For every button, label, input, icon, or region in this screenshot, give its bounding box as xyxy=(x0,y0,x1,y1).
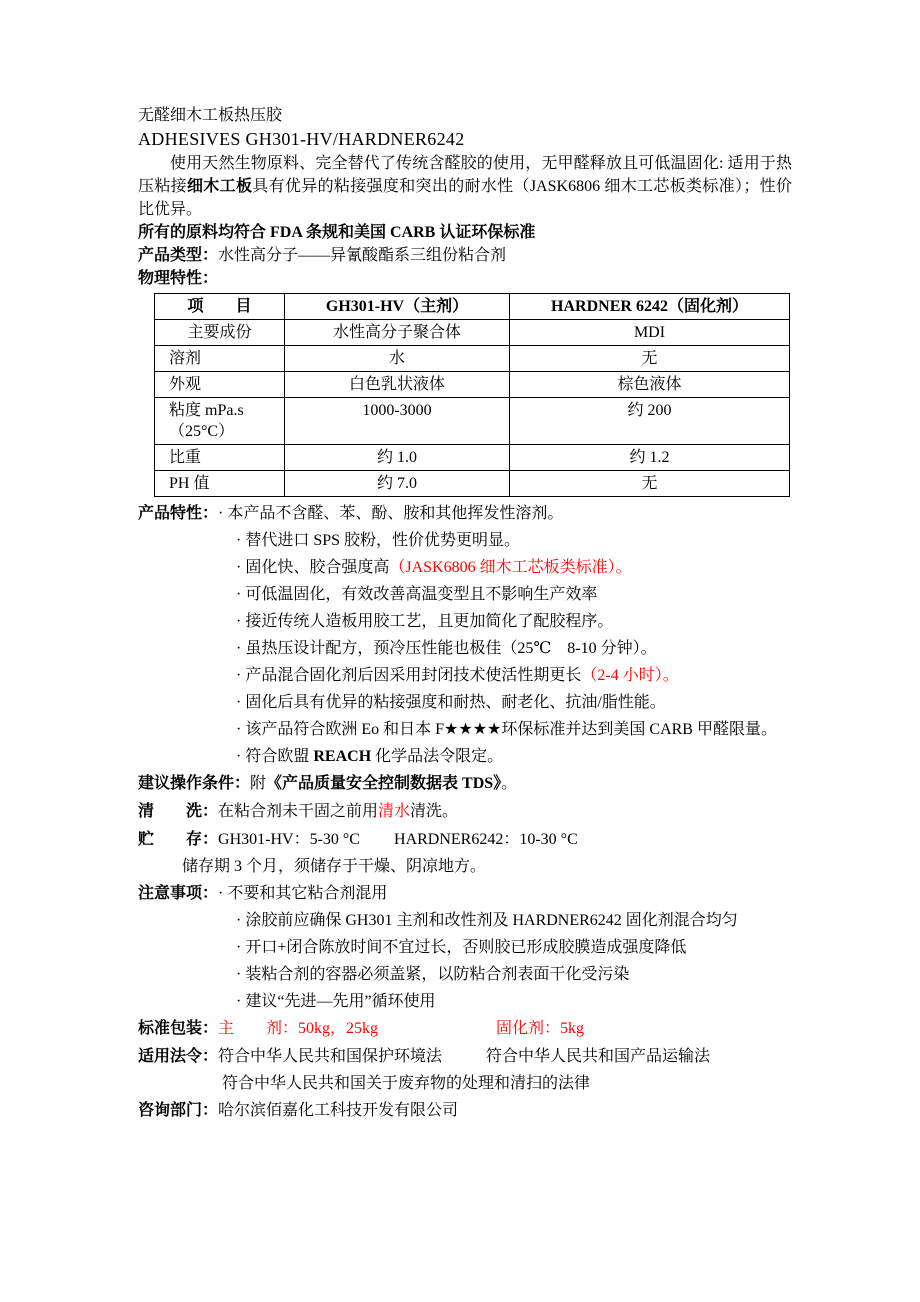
column-header-main-agent: GH301-HV（主剂） xyxy=(285,294,510,320)
feature-text: 该产品符合欧洲 Eo 和日本 F★★★★环保标准并达到美国 CARB 甲醛限量。 xyxy=(245,721,777,738)
features-label: 产品特性： xyxy=(138,505,219,522)
tds-reference-bold: 《产品质量安全控制数据表 TDS》 xyxy=(266,775,502,792)
feature-text: 符合欧盟 xyxy=(245,748,314,765)
law-environment: 符合中华人民共和国保护环境法 xyxy=(218,1048,443,1065)
feature-red-text: （2-4 小时）。 xyxy=(581,667,679,684)
laws-label: 适用法令： xyxy=(138,1048,219,1065)
storage-hardener-temp: HARDNER6242：10-30 °C xyxy=(394,831,578,848)
doc-subtitle: ADHESIVES GH301-HV/HARDNER6242 xyxy=(138,129,465,149)
laws-line-2: 符合中华人民共和国关于废弃物的处理和清扫的法律 xyxy=(222,1075,591,1092)
packaging-hardener: 固化剂：5kg xyxy=(496,1020,585,1037)
table-row xyxy=(155,346,790,372)
cell-value: 约 200 xyxy=(510,398,790,445)
storage-line-2: 储存期 3 个月，须储存于干燥、阴凉地方。 xyxy=(182,858,487,875)
applicable-laws-section xyxy=(138,1043,792,1097)
cell-value: 无 xyxy=(510,471,790,497)
column-header-item: 项 目 xyxy=(155,294,285,320)
feature-text: 可低温固化，有效改善高温变型且不影响生产效率 xyxy=(245,586,598,603)
feature-text: 本产品不含醛、苯、酚、胺和其他挥发性溶剂。 xyxy=(227,505,564,522)
feature-text: 固化后具有优异的粘接强度和耐热、耐老化、抗油/脂性能。 xyxy=(245,694,666,711)
cell-label: 粘度 mPa.s（25°C） xyxy=(155,398,285,445)
cell-label: 溶剂 xyxy=(155,346,285,372)
intro-paragraph xyxy=(138,152,792,221)
cell-value: 水性高分子聚合体 xyxy=(285,320,510,346)
feature-item xyxy=(236,527,792,554)
cleaning-red-text: 清水 xyxy=(378,803,411,820)
laws-line-1 xyxy=(138,1043,792,1071)
feature-text: 固化快、胶合强度高 xyxy=(245,559,390,576)
cleaning-text-1: 在粘合剂未干固之前用 xyxy=(218,803,379,820)
cell-label: 外观 xyxy=(155,372,285,398)
feature-item xyxy=(236,635,792,662)
feature-item xyxy=(236,689,792,716)
operating-conditions-text-2: 。 xyxy=(501,775,518,792)
operating-conditions-text-1: 附 xyxy=(250,775,267,792)
fda-statement: 所有的原料均符合 FDA 条规和美国 CARB 认证环保标准 xyxy=(138,224,536,241)
contact-section xyxy=(138,1097,792,1125)
product-type-value: 水性高分子——异氰酸酯系三组份粘合剂 xyxy=(218,247,507,264)
cell-value: MDI xyxy=(510,320,790,346)
feature-text: 虽热压设计配方，预冷压性能也极佳（25℃ 8-10 分钟）。 xyxy=(245,640,657,657)
laws-values xyxy=(218,1043,792,1071)
intro-bold: 细木工板 xyxy=(186,178,253,195)
storage-conditions xyxy=(218,826,792,854)
precautions-section xyxy=(138,880,792,1015)
column-header-hardener: HARDNER 6242（固化剂） xyxy=(510,294,790,320)
packaging-section xyxy=(138,1015,792,1043)
feature-bold: REACH xyxy=(313,748,372,765)
law-transport: 符合中华人民共和国产品运输法 xyxy=(486,1048,711,1065)
cleaning-text-2: 清洗。 xyxy=(410,803,459,820)
product-type-label: 产品类型： xyxy=(138,247,219,264)
precaution-item: · 装粘合剂的容器必须盖紧，以防粘合剂表面干化受污染 xyxy=(236,961,792,988)
cell-value: 水 xyxy=(285,346,510,372)
feature-text: 替代进口 SPS 胶粉，性价优势更明显。 xyxy=(245,532,521,549)
contact-company: 哈尔滨佰嘉化工科技开发有限公司 xyxy=(218,1102,459,1119)
cell-value: 无 xyxy=(510,346,790,372)
feature-red-text: （JASK6806 细木工芯板类标准）。 xyxy=(389,559,632,576)
precautions-label: 注意事项： xyxy=(138,885,219,902)
cell-value: 约 7.0 xyxy=(285,471,510,497)
precaution-item: · 建议“先进—先用”循环使用 xyxy=(236,988,792,1015)
cell-value: 约 1.0 xyxy=(285,445,510,471)
precaution-item: · 不要和其它粘合剂混用 xyxy=(218,880,792,907)
intro-text-1: 使用天然生物原料、完全替代了传统含醛胶的使用，无甲醛释放且可低温固化: 适用于热压粘接 xyxy=(138,155,792,195)
operating-conditions-section xyxy=(138,770,792,798)
cell-label: 主要成份 xyxy=(155,320,285,346)
table-row xyxy=(155,471,790,497)
features-section xyxy=(138,500,792,770)
contact-label: 咨询部门： xyxy=(138,1102,219,1119)
packaging-label: 标准包装： xyxy=(138,1020,219,1037)
packaging-main-agent: 主 剂：50kg，25kg xyxy=(218,1020,379,1037)
cell-value: 约 1.2 xyxy=(510,445,790,471)
table-header-row xyxy=(155,294,790,320)
cleaning-text xyxy=(218,798,792,826)
cell-value: 1000-3000 xyxy=(285,398,510,445)
product-type-line xyxy=(138,244,792,267)
feature-text-2: 化学品法令限定。 xyxy=(371,748,504,765)
precaution-item: · 涂胶前应确保 GH301 主剂和改性剂及 HARDNER6242 固化剂混合均匀 xyxy=(236,907,792,934)
physical-properties-table xyxy=(154,293,790,497)
physical-properties-label: 物理特性： xyxy=(138,270,219,287)
storage-main-agent-temp: GH301-HV：5-30 °C xyxy=(218,831,360,848)
table-row xyxy=(155,398,790,445)
operating-conditions-label: 建议操作条件： xyxy=(138,775,251,792)
feature-item xyxy=(218,500,792,527)
precautions-list xyxy=(218,880,792,1015)
storage-line-1 xyxy=(138,826,792,854)
operating-conditions-text xyxy=(250,770,792,798)
feature-item xyxy=(236,716,792,743)
table-row xyxy=(155,372,790,398)
cell-label: 比重 xyxy=(155,445,285,471)
feature-text: 接近传统人造板用胶工艺，且更加简化了配胶程序。 xyxy=(245,613,614,630)
packaging-values xyxy=(218,1015,792,1043)
feature-text: 产品混合固化剂后因采用封闭技术使活性期更长 xyxy=(245,667,582,684)
features-list xyxy=(218,500,792,770)
cell-value: 棕色液体 xyxy=(510,372,790,398)
storage-section xyxy=(138,826,792,880)
table-row xyxy=(155,445,790,471)
cleaning-section xyxy=(138,798,792,826)
feature-item xyxy=(236,554,792,581)
precaution-item: · 开口+闭合陈放时间不宜过长，否则胶已形成胶膜造成强度降低 xyxy=(236,934,792,961)
doc-title: 无醛细木工板热压胶 xyxy=(138,107,283,124)
feature-item xyxy=(236,662,792,689)
feature-item xyxy=(236,743,792,770)
feature-item xyxy=(236,608,792,635)
cleaning-label: 清 洗： xyxy=(138,803,219,820)
cell-value: 白色乳状液体 xyxy=(285,372,510,398)
cell-label: PH 值 xyxy=(155,471,285,497)
feature-item xyxy=(236,581,792,608)
intro-text-2: 具有优异的粘接强度和突出的耐水性（JASK6806 细木工芯板类标准）；性价比优异。 xyxy=(138,178,792,218)
table-row xyxy=(155,320,790,346)
storage-label: 贮 存： xyxy=(138,831,219,848)
